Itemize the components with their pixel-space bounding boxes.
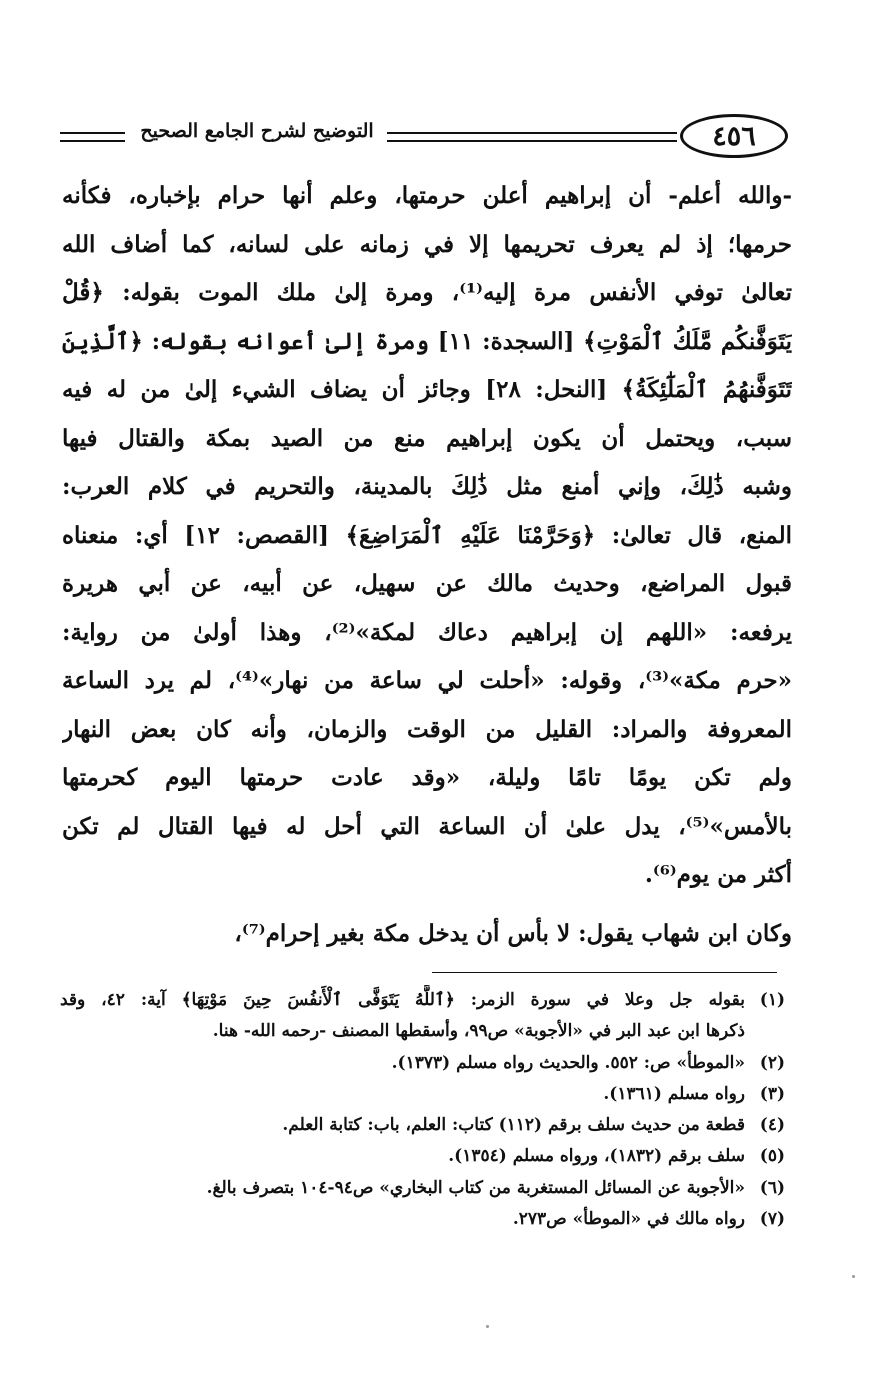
text-line: تَتَوَفَّنهُمُ ٱلْمَلَٰٓئِكَةُ﴾ [النحل: ٢٨] وجائز أن يضاف الشيء إلىٰ من له فيه xyxy=(62,376,792,403)
footnote-text: قطعة من حديث سلف برقم (١١٢) كتاب: العلم، باب: كتابة العلم. xyxy=(282,1115,745,1136)
footnote-item xyxy=(60,985,785,1016)
footnotes xyxy=(60,985,785,1235)
footnote-item xyxy=(60,1079,785,1110)
footnote-number: (٧) xyxy=(759,1209,785,1230)
page-number: ٤٥٦ xyxy=(680,114,788,158)
text-line: المنع، قال تعالىٰ: ﴿وَحَرَّمْنَا عَلَيْهِ ٱلْمَرَاضِعَ﴾ [القصص: ١٢] أي: منعناه xyxy=(62,521,792,549)
running-title: التوضيح لشرح الجامع الصحيح xyxy=(140,120,374,142)
text-line: يرفعه: «اللهم إن إبراهيم دعاك لمكة»⁽²⁾، وهذا أولىٰ من رواية: xyxy=(62,618,792,646)
page-header xyxy=(60,112,790,162)
footnote-continuation xyxy=(60,1016,785,1047)
footnote-item xyxy=(60,1048,785,1079)
footnote-number: (٣) xyxy=(759,1083,785,1104)
footnote-text: «الموطأ» ص: ٥٥٢. والحديث رواه مسلم (١٣٧٣). xyxy=(391,1052,745,1073)
footnote-text: سلف برقم (١٨٣٢)، ورواه مسلم (١٣٥٤). xyxy=(448,1146,745,1167)
paragraph-line: وكان ابن شهاب يقول: لا بأس أن يدخل مكة بغير إحرام⁽⁷⁾، xyxy=(234,919,792,947)
text-line: أكثر من يوم⁽⁶⁾. xyxy=(644,861,792,888)
footnote-text: «الأجوبة عن المسائل المستغربة من كتاب البخاري» ص٩٤-١٠٤ بتصرف بالغ. xyxy=(206,1177,745,1198)
footnote-number: (٦) xyxy=(759,1177,785,1198)
footnote-number: (٥) xyxy=(759,1146,785,1167)
scan-speck xyxy=(852,1275,855,1278)
footnote-number: (٢) xyxy=(759,1052,785,1073)
footnote-separator xyxy=(432,972,777,973)
footnote-text: ذكرها ابن عبد البر في «الأجوبة» ص٩٩، وأسقطها المصنف -رحمه الله- هنا. xyxy=(212,1021,745,1042)
text-line: تعالىٰ توفي الأنفس مرة إليه⁽¹⁾، ومرة إلىٰ ملك الموت بقوله: ﴿قُلْ xyxy=(62,279,792,306)
text-line: ولم تكن يومًا تامًا وليلة، «وقد عادت حرمتها اليوم كحرمتها xyxy=(62,764,792,791)
text-line: وشبه ذَٰلِكَ، وإني أمنع مثل ذَٰلِكَ بالمدينة، والتحريم في كلام العرب: xyxy=(62,473,792,500)
text-line: المعروفة والمراد: القليل من الوقت والزمان، وأنه كان بعض النهار xyxy=(62,715,792,743)
footnote-item xyxy=(60,1141,785,1172)
text-line: بالأمس»⁽⁵⁾، يدل علىٰ أن الساعة التي أحل له فيها القتال لم تكن xyxy=(62,812,792,840)
footnote-text: رواه مسلم (١٣٦١). xyxy=(603,1083,745,1104)
text-line: قبول المراضع، وحديث مالك عن سهيل، عن أبيه، عن أبي هريرة xyxy=(62,570,792,597)
text-line: سبب، ويحتمل أن يكون إبراهيم منع من الصيد بمكة والقتال فيها xyxy=(62,424,792,452)
footnote-number: (٤) xyxy=(759,1115,785,1136)
header-rule-left xyxy=(60,132,125,142)
text-line: «حرم مكة»⁽³⁾، وقوله: «أحلت لي ساعة من نهار»⁽⁴⁾، لم يرد الساعة xyxy=(62,667,792,694)
footnote-number: (١) xyxy=(759,990,785,1010)
scan-speck xyxy=(486,1325,489,1328)
header-rule-right xyxy=(387,132,677,142)
footnote-text: بقوله جل وعلا في سورة الزمر: ﴿ٱللَّهُ يَتَوَفَّى ٱلْأَنفُسَ حِينَ مَوْتِهَا﴾ آية: ٤٢، وقد xyxy=(60,990,745,1010)
main-text xyxy=(62,172,792,958)
footnote-item xyxy=(60,1173,785,1204)
text-line: يَتَوَفَّنكُم مَّلَكُ ٱلْمَوْتِ﴾ [السجدة: ١١] ومرة إلىٰ أعوانه بقوله: ﴿ٱلَّذِينَ xyxy=(62,327,792,355)
footnote-item xyxy=(60,1110,785,1141)
text-line: -والله أعلم- أن إبراهيم أعلن حرمتها، وعلم أنها حرام بإخباره، فكأنه xyxy=(62,182,792,209)
footnote-text: رواه مالك في «الموطأ» ص٢٧٣. xyxy=(512,1209,745,1230)
footnote-item xyxy=(60,1204,785,1235)
text-line: حرمها؛ إذ لم يعرف تحريمها إلا في زمانه على لسانه، كما أضاف الله xyxy=(62,230,792,258)
